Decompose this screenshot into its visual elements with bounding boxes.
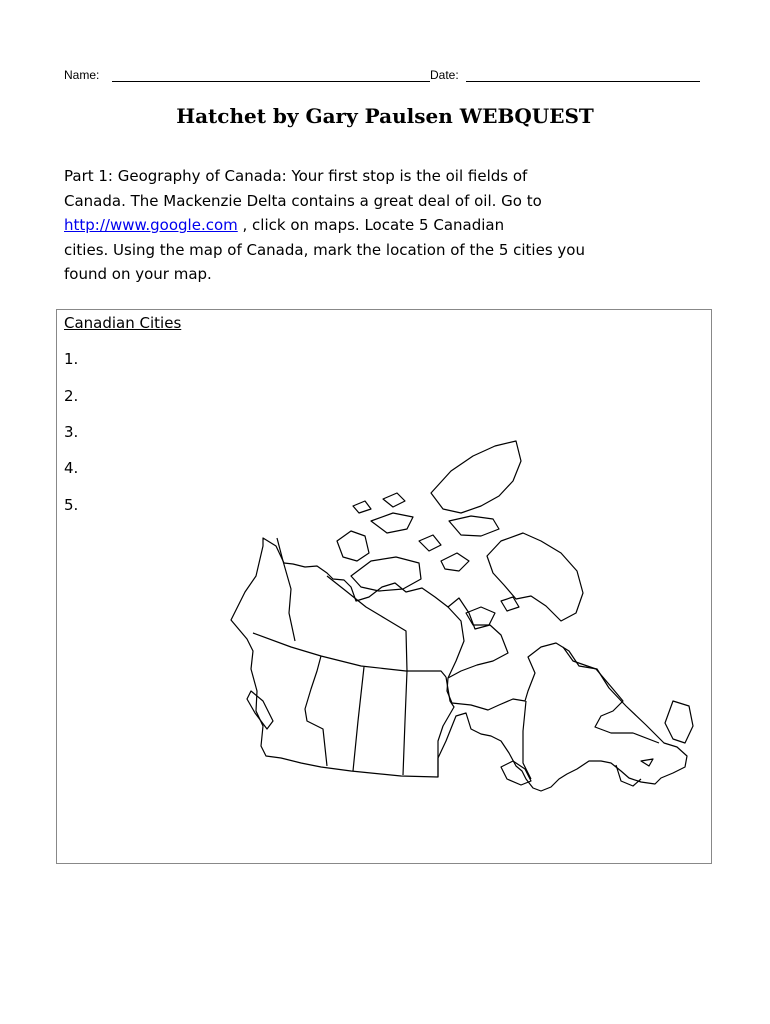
hudson-bay-shore [448,607,464,678]
intro-line-2: Canada. The Mackenzie Delta contains a great deal of oil. Go to [64,191,542,210]
border-60th-parallel [253,633,446,677]
border-sask-manitoba [403,671,407,775]
intro-line-1: Part 1: Geography of Canada: Your first stop is the oil fields of [64,167,528,185]
city-item-1[interactable]: 1. [64,350,79,368]
arctic-island-small-2 [383,493,405,507]
ellesmere-island [431,441,521,513]
intro-line-3-rest: , click on maps. Locate 5 Canadian [237,216,505,234]
border-ontario-quebec [523,701,531,779]
border-new-brunswick [616,765,641,786]
vancouver-island [247,691,273,729]
great-lakes [501,761,531,785]
border-bc-alberta [305,656,327,766]
intro-paragraph [64,164,714,287]
intro-line-5: found on your map. [64,265,212,283]
border-quebec-labrador [563,647,659,743]
pei [641,759,653,766]
canada-map [57,310,711,863]
arctic-island-small-4 [441,553,469,571]
melville-island [371,513,413,533]
baffin-island [487,533,583,621]
city-item-2[interactable]: 2. [64,387,79,405]
devon-island [449,516,499,536]
city-item-3[interactable]: 3. [64,423,79,441]
page-title: Hatchet by Gary Paulsen WEBQUEST [176,104,594,128]
canada-mainland-outline [231,538,687,791]
date-field[interactable] [466,81,700,82]
city-item-4[interactable]: 4. [64,459,79,477]
arctic-island-small-3 [353,501,371,513]
name-label: Name: [64,68,100,82]
intro-line-4: cities. Using the map of Canada, mark the location of the 5 cities you [64,240,585,259]
name-date-header [64,66,704,86]
newfoundland [665,701,693,743]
date-label: Date: [430,68,459,82]
arctic-island-small-1 [419,535,441,551]
banks-island [337,531,369,561]
intro-line-3 [64,213,714,238]
google-link[interactable]: http://www.google.com [64,216,238,234]
cities-heading: Canadian Cities [64,314,182,332]
name-field[interactable] [112,81,430,82]
city-item-5[interactable]: 5. [64,496,79,514]
canadian-cities-box [56,309,712,864]
border-alberta-sask [353,667,364,771]
